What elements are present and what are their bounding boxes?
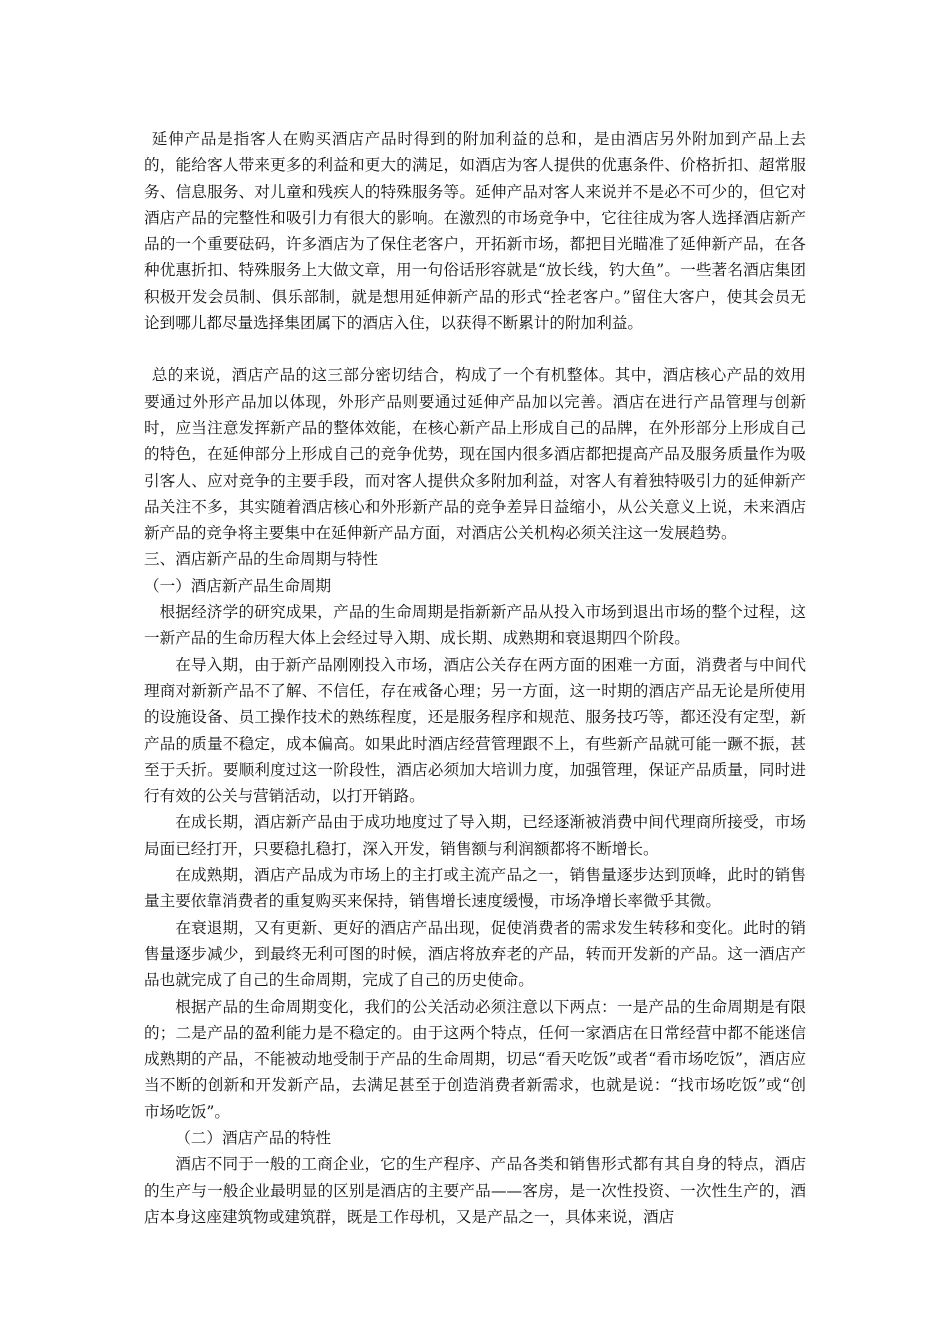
paragraph: 根据经济学的研究成果，产品的生命周期是指新新产品从投入市场到退出市场的整个过程，这一新产品的生命历程大体上会经过导入期、成长期、成熟期和衰退期四个阶段。 (144, 603, 806, 648)
paragraph: 总的来说，酒店产品的这三部分密切结合，构成了一个有机整体。其中，酒店核心产品的效用要通过外形产品加以体现，外形产品则要通过延伸产品加以完善。酒店在进行产品管理与创新时，应当注意发挥新产品的整体效能，在核心新产品上形成自己的品牌，在外形部分上形成自己的特色，在延伸部分上形成自己的竞争优势，现在国内很多酒店都把提高产品及服务质量作为吸引客人、应对竞争的主要手段，而对客人提供众多附加利益，对客人有着独特吸引力的延伸新产品关注不多，其实随着酒店核心和外形新产品的竞争差异日益缩小，从公关意义上说，未来酒店新产品的竞争将主要集中在延伸新产品方面，对酒店公关机构必须关注这一发展趋势。 (144, 366, 806, 543)
section-heading: 三、酒店新产品的生命周期与特性 (144, 550, 378, 569)
document-body (144, 126, 806, 1230)
section-heading: （二）酒店产品的特性 (175, 1128, 332, 1147)
paragraph-gap (144, 336, 806, 362)
paragraph: 延伸产品是指客人在购买酒店产品时得到的附加利益的总和，是由酒店另外附加到产品上去的，能给客人带来更多的利益和更大的满足，如酒店为客人提供的优惠条件、价格折扣、超常服务、信息服务、对儿童和残疾人的特殊服务等。延伸产品对客人来说并不是必不可少的，但它对酒店产品的完整性和吸引力有很大的影响。在激烈的市场竞争中，它往往成为客人选择酒店新产品的一个重要砝码，许多酒店为了保住老客户，开拓新市场，都把目光瞄准了延伸新产品，在各种优惠折扣、特殊服务上大做文章，用一句俗话形容就是“放长线，钓大鱼”。一些著名酒店集团积极开发会员制、俱乐部制，就是想用延伸新产品的形式“拴老客户。”留住大客户，使其会员无论到哪儿都尽量选择集团属下的酒店入住，以获得不断累计的附加利益。 (144, 130, 806, 333)
paragraph: 酒店不同于一般的工商企业，它的生产程序、产品各类和销售形式都有其自身的特点，酒店的生产与一般企业最明显的区别是酒店的主要产品——客房，是一次性投资、一次性生产的，酒店本身这座建筑物或建筑群，既是工作母机，又是产品之一，具体来说，酒店 (144, 1155, 806, 1226)
paragraph: 在导入期，由于新产品刚刚投入市场，酒店公关存在两方面的困难一方面，消费者与中间代理商对新新产品不了解、不信任，存在戒备心理；另一方面，这一时期的酒店产品无论是所使用的设施设备、员工操作技术的熟练程度，还是服务程序和规范、服务技巧等，都还没有定型，新产品的质量不稳定，成本偏高。如果此时酒店经营管理跟不上，有些新产品就可能一蹶不振，甚至于夭折。要顺利度过这一阶段性，酒店必须加大培训力度，加强管理，保证产品质量，同时进行有效的公关与营销活动，以打开销路。 (144, 655, 806, 806)
paragraph: 根据产品的生命周期变化，我们的公关活动必须注意以下两点：一是产品的生命周期是有限的；二是产品的盈利能力是不稳定的。由于这两个特点，任何一家酒店在日常经营中都不能迷信成熟期的产品，不能被动地受制于产品的生命周期，切忌“看天吃饭”或者“看市场吃饭”，酒店应当不断的创新和开发新产品，去满足甚至于创造消费者新需求，也就是说：“找市场吃饭”或“创市场吃饭”。 (144, 997, 806, 1121)
paragraph: 在成长期，酒店新产品由于成功地度过了导入期，已经逐渐被消费中间代理商所接受，市场局面已经打开，只要稳扎稳打，深入开发，销售额与利润额都将不断增长。 (144, 813, 806, 858)
paragraph: 在成熟期，酒店产品成为市场上的主打或主流产品之一，销售量逐步达到顶峰，此时的销售量主要依靠消费者的重复购买来保持，销售增长速度缓慢，市场净增长率微乎其微。 (144, 866, 806, 911)
paragraph: 在衰退期，又有更新、更好的酒店产品出现，促使消费者的需求发生转移和变化。此时的销售量逐步减少，到最终无利可图的时候，酒店将放弃老的产品，转而开发新的产品。这一酒店产品也就完成了自己的生命周期，完成了自己的历史使命。 (144, 918, 806, 990)
section-heading: （一）酒店新产品生命周期 (144, 576, 332, 595)
